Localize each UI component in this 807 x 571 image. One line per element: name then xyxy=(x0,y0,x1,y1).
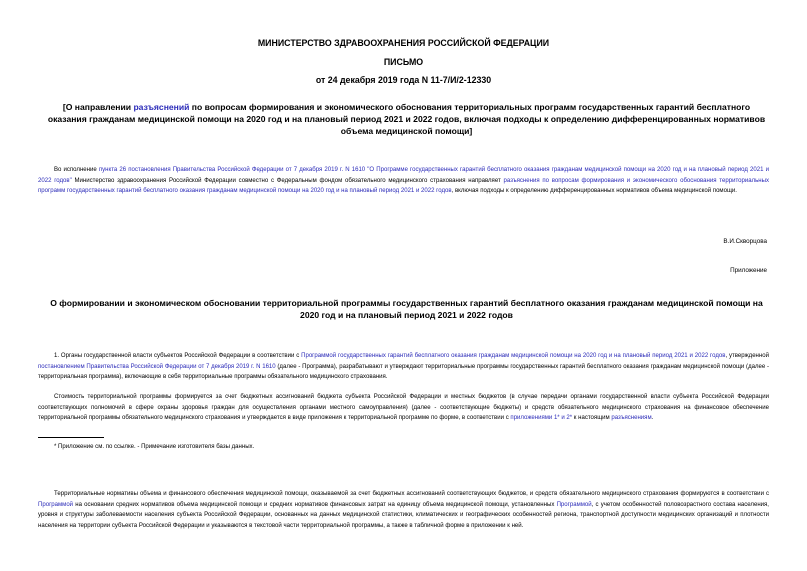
subject-text: по вопросам формирования и экономического обоснования территориальных программ государственных гарантий бесплатного оказания гражданам медицинской помощи на 2020 год и на плановый период 2021 и 2022 годов, включая подходы к определению дифференцированных нормативов объема медицинской помощи] xyxy=(47,102,766,136)
document-subject xyxy=(44,101,769,137)
program-link[interactable]: Программой xyxy=(38,501,74,508)
paragraph-1: 1. Органы государственной власти субъектов Российской Федерации в соответствии с Программой государственных гарантий бесплатного оказания гражданам медицинской помощи на 2020 год и на плановый период 2021 и 2022 годов, утвержденной постановлением Правительства Российской Федерации от 7 декабря 2019 г. N 1610 (далее - Программа), разрабатывают и утверждают территориальные программы государственных гарантий бесплатного оказания гражданам медицинской помощи (далее - территориальная программа), включающие в себя территориальные программы обязательного медицинского страхования. xyxy=(38,353,769,381)
footnote-divider xyxy=(38,437,104,438)
resolution-link[interactable]: пункта 26 постановления Правительства Российской Федерации от 7 декабря 2019 г. N 1610 "О Программе государственных гарантий бесплатного оказания гражданам медицинской помощи на 2020 год и на плановый период 2021 и 2022 годов" xyxy=(38,167,769,184)
subject-link[interactable]: разъяснений xyxy=(133,102,190,112)
appendix-label: Приложение xyxy=(730,267,767,274)
intro-paragraph: Во исполнение пункта 26 постановления Правительства Российской Федерации от 7 декабря 2019 г. N 1610 "О Программе государственных гарантий бесплатного оказания гражданам медицинской помощи на 2020 год и на плановый период 2021 и 2022 годов" Министерство здравоохранения Российской Федерации совместно с Федеральным фондом обязательного медицинского страхования направляет разъяснения по вопросам формирования и экономического обоснования территориальных программ государственных гарантий бесплатного оказания гражданам медицинской помощи на 2020 год и на плановый период 2021 и 2022 годов, включая подходы к определению дифференцированных нормативов объема медицинской помощи. xyxy=(38,167,770,195)
paragraph-3: Территориальные нормативы объема и финансового обеспечения медицинской помощи, оказываемой за счет бюджетных ассигнований соответствующих бюджетов, и средств обязательного медицинского страхования формируются в соответствии с Программой на основании средних нормативов объема медицинской помощи и средних нормативов финансовых затрат на единицу объема медицинской помощи, установленных Программой, с учетом особенностей половозрастного состава населения, уровня и структуры заболеваемости населения субъекта Российской Федерации, основанных на данных медицинской статистики, климатических и географических особенностей региона, транспортной доступности медицинских организаций и плотности населения на территории субъекта Российской Федерации и указываются в текстовой части территориальной программы, а также в табличной форме в приложении к ней. xyxy=(38,491,769,529)
program-link[interactable]: Программой xyxy=(556,501,592,508)
clarifications-link[interactable]: разъяснениям xyxy=(611,415,652,422)
footnote: * Приложение см. по ссылке. - Примечание изготовителя базы данных. xyxy=(54,444,255,450)
signature: В.И.Скворцова xyxy=(723,238,767,245)
document-type: ПИСЬМО xyxy=(383,57,424,67)
program-link[interactable]: Программой государственных гарантий бесплатного оказания гражданам медицинской помощи на 2020 год и на плановый период 2021 и 2022 годов xyxy=(301,353,726,359)
ministry-title: МИНИСТЕРСТВО ЗДРАВООХРАНЕНИЯ РОССИЙСКОЙ ФЕДЕРАЦИИ xyxy=(257,38,550,48)
clarifications-link[interactable]: разъяснения по вопросам формирования и экономического обоснования территориальных программ государственных гарантий бесплатного оказания гражданам медицинской помощи на 2020 год и на плановый период 2021 и 2022 годов xyxy=(38,177,770,195)
resolution-link[interactable]: постановлением Правительства Российской Федерации от 7 декабря 2019 г. N 1610 xyxy=(38,363,276,370)
appendices-link[interactable]: приложениями 1* и 2* xyxy=(510,415,573,422)
subject-text: [О направлении xyxy=(62,102,134,112)
document-date-number: от 24 декабря 2019 года N 11-7/И/2-12330 xyxy=(315,75,492,85)
appendix-title: О формировании и экономическом обосновании территориальной программы государственных гарантий бесплатного оказания гражданам медицинской помощи на 2020 год и на плановый период 2021 и 2022 годов xyxy=(50,298,763,320)
paragraph-2: Стоимость территориальной программы формируется за счет бюджетных ассигнований бюджета субъекта Российской Федерации и местных бюджетов (в случае передачи органами государственной власти субъекта Российской Федерации соответствующих полномочий в сфере охраны здоровья граждан для осуществления органами местного самоуправления) (далее - соответствующие бюджеты) и средств обязательного медицинского страхования на финансовое обеспечение территориальной программы обязательного медицинского страхования и утверждается в виде приложения к территориальной программе по форме, в соответствии с приложениями 1* и 2* к настоящим разъяснениям. xyxy=(38,394,769,422)
